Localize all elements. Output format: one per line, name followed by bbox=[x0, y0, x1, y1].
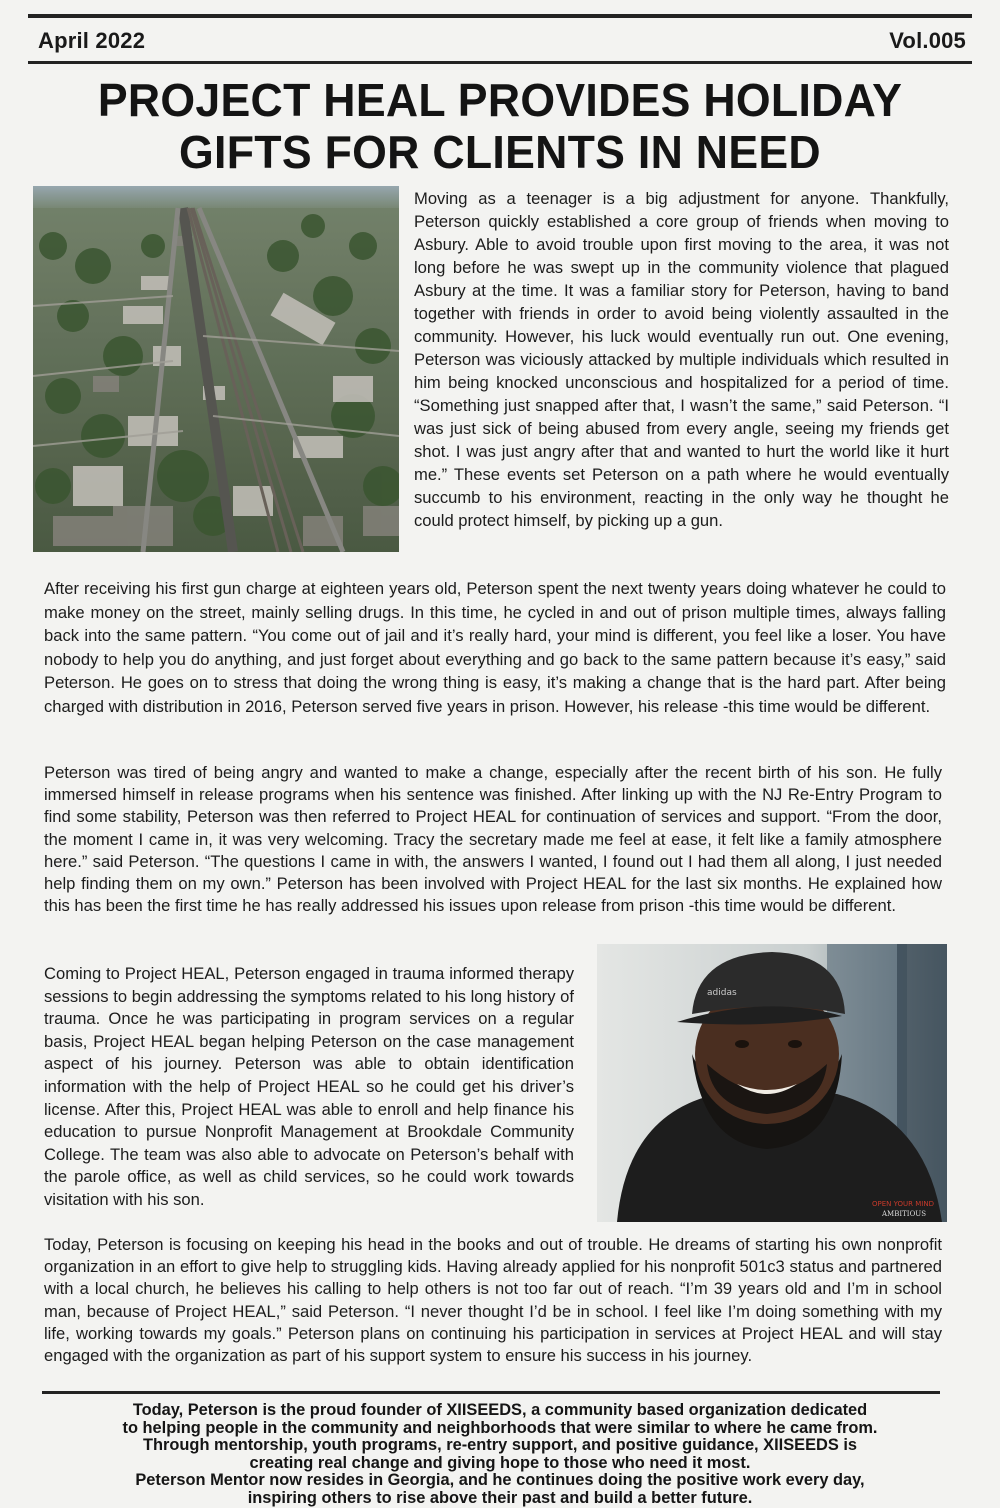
masthead-rule bbox=[28, 61, 972, 64]
footer-line: inspiring others to rise above their past and build a better future. bbox=[247, 1488, 753, 1507]
cap-logo: adidas bbox=[707, 988, 737, 998]
footer-line: Today, Peterson is the proud founder of XIISEEDS, a community based organization dedicated bbox=[132, 1401, 868, 1419]
shirt-print-line1: OPEN YOUR MIND bbox=[872, 1200, 934, 1208]
footer-line: Peterson Mentor now resides in Georgia, and he continues doing the positive work every day, bbox=[135, 1471, 865, 1490]
article-paragraph: After receiving his first gun charge at eighteen years old, Peterson spent the next twenty years doing whatever he could to make money on the street, mainly selling drugs. In this time, he cycled in and out of prison multiple times, always falling back into the same pattern. “You come out of jail and it’s really hard, your mind is different, you feel like a loser. You have nobody to help you do anything, and just forget about everything and go back to the same pattern because it’s easy,” said Peterson. He goes on to stress that doing the wrong thing is easy, it’s making a change that is the hard part. After being charged with distribution in 2016, Peterson served five years in prison. However, his release -this time would be different. bbox=[44, 579, 946, 716]
article-paragraph: Moving as a teenager is a big adjustment for anyone. Thankfully, Peterson quickly established a core group of friends when moving to Asbury. Able to avoid trouble upon first moving to the area, it was not long before he was swept up in the community violence that plagued Asbury at the time. It was a familiar story for Peterson, having to band together with friends in order to avoid being violently assaulted in the community. However, his luck would eventually run out. One evening, Peterson was viciously attacked by multiple individuals which resulted in him being knocked unconscious and hospitalized for a period of time. “Something just snapped after that, I wasn’t the same,” said Peterson. “I was just sick of being abused from every angle, seeing my friends get shot. I was just angry after that and wanted to hurt the world like it hurt me.” These events set Peterson on a path where he would eventually succumb to his environment, reacting in the only way he thought he could protect himself, by picking up a gun. bbox=[414, 189, 949, 530]
article-paragraph: Peterson was tired of being angry and wanted to make a change, especially after the recent birth of his son. He fully immersed himself in release programs when his sentence was finished. After linking up with the NJ Re-Entry Program to find some stability, Peterson was then referred to Project HEAL for continuation of services and support. “From the door, the moment I came in, it was very welcoming. Tracy the secretary made me feel at ease, it felt like a family atmosphere here.” said Peterson. “The questions I came in with, the answers I wanted, I found out I had them all along, I just needed help finding them on my own.” Peterson has been involved with Project HEAL for the last six months. He explained how this has been the first time he has really addressed his issues upon release from prison -this time would be different. bbox=[44, 763, 942, 916]
masthead bbox=[38, 24, 966, 58]
footer-line: creating real change and giving hope to those who need it most. bbox=[249, 1453, 751, 1472]
portrait-photo bbox=[597, 944, 947, 1222]
article-paragraph: Today, Peterson is focusing on keeping his head in the books and out of trouble. He dreams of starting his own nonprofit organization in an effort to give help to struggling kids. Having already applied for his nonprofit 501c3 status and partnered with a local church, he believes his calling to help others is not too far out of reach. “I’m 39 years old and I’m in school man, because of Project HEAL,” said Peterson. “I never thought I’d be in school. I feel like I’m doing something with my life, working towards my goals.” Peterson plans on continuing his participation in services at Project HEAL and will stay engaged with the organization as part of his support system to ensure his success in his journey. bbox=[44, 1235, 942, 1366]
footer-line: to helping people in the community and neighborhoods that were similar to where he came from. bbox=[122, 1418, 878, 1437]
article-headline: PROJECT HEAL PROVIDES HOLIDAY GIFTS FOR CLIENTS IN NEED bbox=[97, 74, 903, 178]
volume-number: Vol.005 bbox=[889, 28, 966, 53]
footer-note bbox=[40, 1402, 960, 1508]
aerial-town-photo bbox=[33, 186, 399, 552]
shirt-print-line2: AMBITIOUS bbox=[882, 1210, 926, 1218]
footer-line: Through mentorship, youth programs, re-entry support, and positive guidance, XIISEEDS is bbox=[143, 1436, 857, 1455]
top-rule bbox=[28, 14, 972, 18]
footer-rule bbox=[42, 1391, 940, 1394]
issue-date: April 2022 bbox=[38, 28, 146, 53]
article-paragraph: Coming to Project HEAL, Peterson engaged in trauma informed therapy sessions to begin addressing the symptoms related to his long history of trauma. Once he was participating in program services on a regular basis, Project HEAL began helping Peterson on the case management aspect of his journey. Peterson was able to obtain identification information with the help of Project HEAL so he could get his driver’s license. After this, Project HEAL was able to enroll and help finance his education to pursue Nonprofit Management at Brookdale Community College. The team was also able to advocate on Peterson’s behalf with the parole office, as well as child services, so he could work towards visitation with his son. bbox=[44, 964, 574, 1209]
